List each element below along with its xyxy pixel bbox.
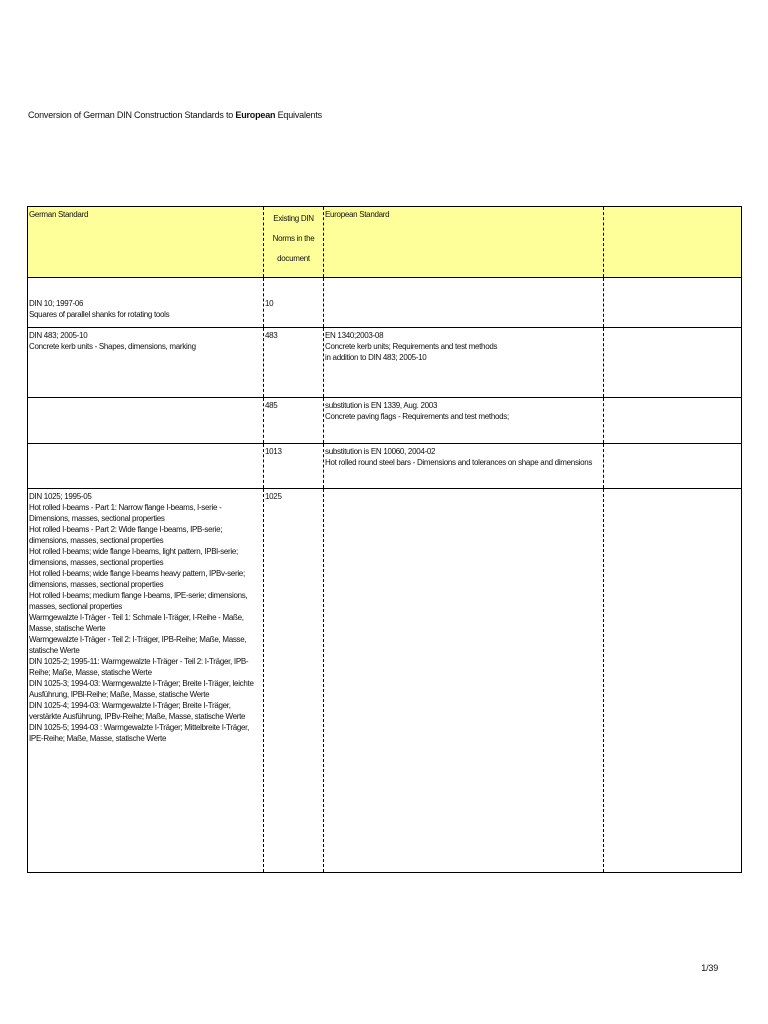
cell-line: 485: [265, 401, 278, 410]
cell-extra: [604, 444, 742, 489]
cell-line: 1013: [265, 447, 282, 456]
title-suffix: Equivalents: [275, 110, 322, 120]
cell-european: [324, 328, 604, 398]
cell-line: Hot rolled I-beams - Part 2: Wide flange I-beams, IPB-serie; dimensions, masses, sectional properties: [29, 525, 223, 545]
cell-line: Squares of parallel shanks for rotating tools: [29, 310, 170, 319]
cell-line: Hot rolled I-beams; wide flange I-beams, light pattern, IPBl-serie; dimensions, masses, sectional properties: [29, 547, 238, 567]
table-row: [28, 398, 742, 444]
cell-existing: [264, 444, 324, 489]
cell-existing: [264, 328, 324, 398]
cell-line: Concrete kerb units; Requirements and test methods: [325, 342, 498, 351]
cell-extra: [604, 489, 742, 873]
header-european-standard: European Standard: [324, 207, 604, 278]
cell-extra: [604, 278, 742, 328]
cell-german: [28, 328, 264, 398]
cell-extra: [604, 398, 742, 444]
table-row: [28, 444, 742, 489]
cell-line: EN 1340;2003-08: [325, 331, 384, 340]
cell-line: DIN 1025-4; 1994-03: Warmgewalzte I-Träger; Breite I-Träger, verstärkte Ausführung, IPBv-Reihe; Maße, Masse, statische Werte: [29, 701, 246, 721]
cell-line: Warmgewalzte I-Träger - Teil 2: I-Träger, IPB-Reihe; Maße, Masse, statische Werte: [29, 635, 247, 655]
cell-line: Hot rolled I-beams - Part 1: Narrow flange I-beams, I-serie - Dimensions, masses, sectional properties: [29, 503, 222, 523]
table-row: [28, 328, 742, 398]
cell-existing: [264, 489, 324, 873]
cell-german: [28, 489, 264, 873]
cell-line: 483: [265, 331, 278, 340]
cell-european: [324, 398, 604, 444]
cell-german: [28, 278, 264, 328]
cell-line: Hot rolled round steel bars - Dimensions and tolerances on shape and dimensions: [325, 458, 593, 467]
cell-line: DIN 10; 1997-06: [29, 299, 84, 308]
title-prefix: Conversion of German DIN Construction Standards to: [28, 110, 236, 120]
cell-line: 1025: [265, 492, 282, 501]
table-row: [28, 489, 742, 873]
cell-existing: [264, 398, 324, 444]
cell-line: Warmgewalzte I-Träger - Teil 1: Schmale I-Träger, I-Reihe - Maße, Masse, statische Werte: [29, 613, 244, 633]
cell-line: substitution is EN 1339, Aug. 2003: [325, 401, 438, 410]
cell-line: DIN 483; 2005-10: [29, 331, 88, 340]
cell-line: in addition to DIN 483; 2005-10: [325, 353, 427, 362]
cell-line: Hot rolled I-beams; medium flange I-beams, IPE-serie; dimensions, masses, sectional properties: [29, 591, 248, 611]
cell-line: 10: [265, 299, 274, 308]
header-german-standard: German Standard: [28, 207, 264, 278]
cell-german: [28, 398, 264, 444]
cell-line: substitution is EN 10060, 2004-02: [325, 447, 436, 456]
cell-line: DIN 1025; 1995-05: [29, 492, 92, 501]
table-header-row: [28, 207, 742, 278]
cell-line: DIN 1025-5; 1994-03 : Warmgewalzte I-Träger; Mittelbreite I-Träger, IPE-Reihe; Maße, Masse, statische Werte: [29, 723, 249, 743]
cell-line: Hot rolled I-beams; wide flange I-beams heavy pattern, IPBv-serie; dimensions, masses, sectional properties: [29, 569, 245, 589]
standards-table: [27, 206, 742, 873]
cell-european: [324, 489, 604, 873]
cell-line: Concrete paving flags - Requirements and test methods;: [325, 412, 509, 421]
cell-line: DIN 1025-2; 1995-11: Warmgewalzte I-Träger - Teil 2: I-Träger, IPB-Reihe; Maße, Masse, statische Werte: [29, 657, 249, 677]
page-number: 1/39: [701, 963, 718, 973]
header-extra-column: [604, 207, 742, 278]
cell-line: Concrete kerb units - Shapes, dimensions, marking: [29, 342, 196, 351]
cell-european: [324, 444, 604, 489]
cell-line: DIN 1025-3; 1994-03: Warmgewalzte I-Träger; Breite I-Träger, leichte Ausführung, IPBl-Reihe; Maße, Masse, statische Werte: [29, 679, 254, 699]
document-title: [28, 110, 322, 120]
cell-extra: [604, 328, 742, 398]
cell-german: [28, 444, 264, 489]
cell-european: [324, 278, 604, 328]
table-row: [28, 278, 742, 328]
cell-existing: [264, 278, 324, 328]
header-existing-din-norms: Existing DIN Norms in the document: [264, 207, 324, 278]
title-bold-word: European: [235, 110, 276, 120]
